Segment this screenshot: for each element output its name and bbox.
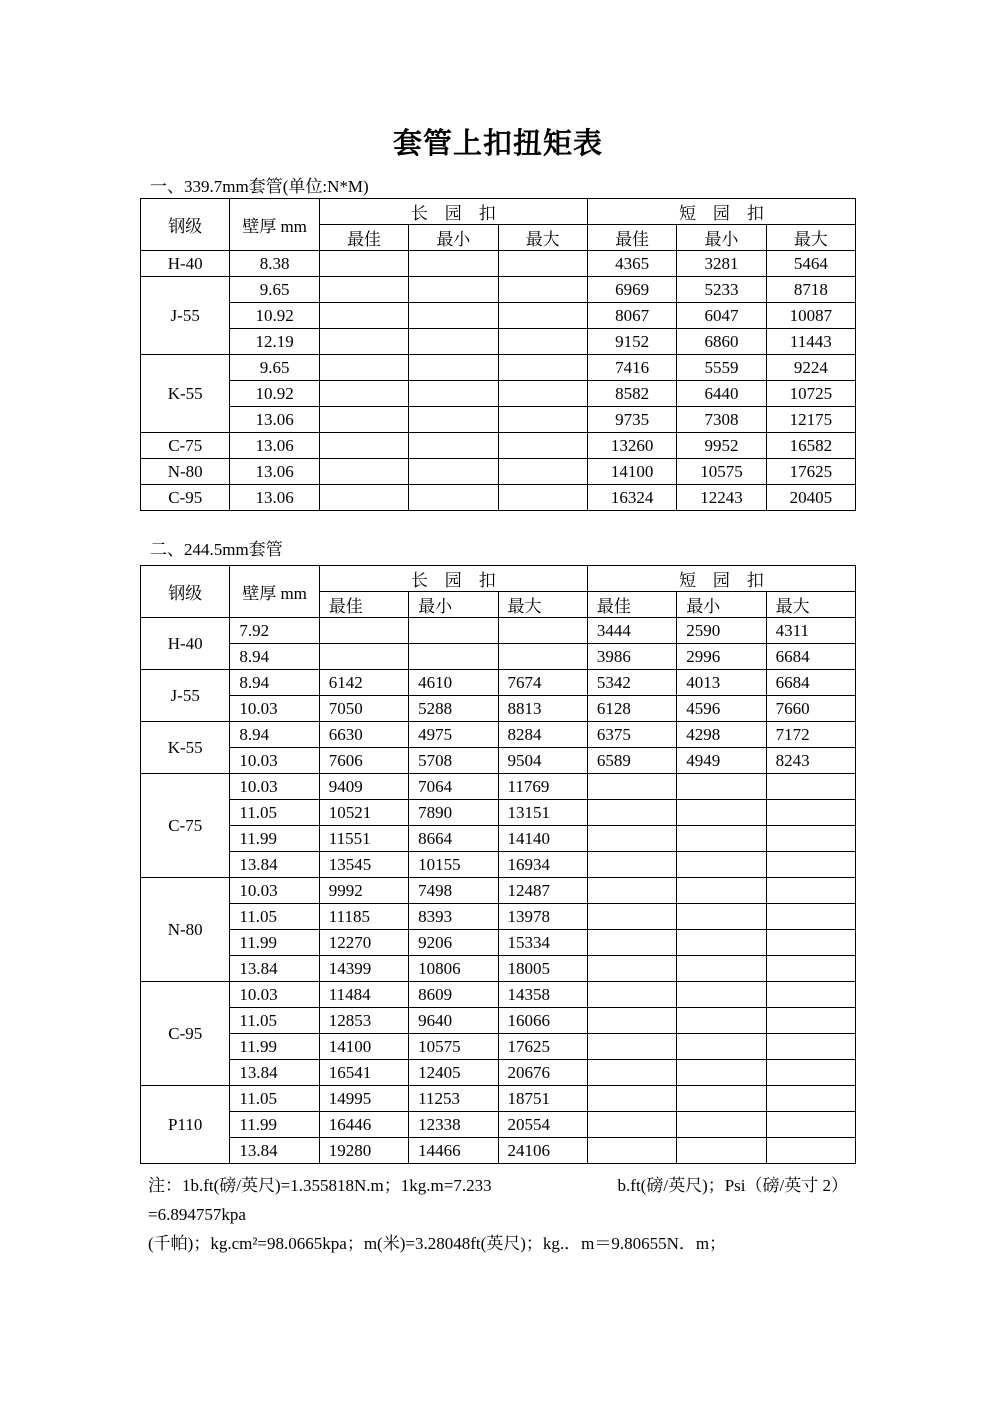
cell-steel-grade: N-80 (141, 878, 230, 982)
cell-long-min: 9640 (409, 1008, 498, 1034)
cell-short-max (766, 956, 855, 982)
col-header-short-min: 最小 (677, 592, 766, 618)
cell-short-best (587, 800, 676, 826)
cell-long-best: 14100 (319, 1034, 408, 1060)
cell-short-min (677, 774, 766, 800)
cell-short-min (677, 930, 766, 956)
cell-short-max (766, 1086, 855, 1112)
cell-long-min: 4975 (409, 722, 498, 748)
cell-steel-grade: C-95 (141, 982, 230, 1086)
section-244-casing (140, 539, 856, 1164)
cell-steel-grade: J-55 (141, 670, 230, 722)
cell-wall-thickness: 13.84 (230, 1138, 319, 1164)
cell-long-max: 8284 (498, 722, 587, 748)
cell-short-max (766, 1060, 855, 1086)
cell-long-min (409, 303, 498, 329)
table-row (141, 381, 856, 407)
cell-short-min (677, 956, 766, 982)
col-header-short-max: 最大 (766, 225, 855, 251)
cell-long-min (409, 618, 498, 644)
cell-short-best (587, 1112, 676, 1138)
cell-short-min: 4596 (677, 696, 766, 722)
table-row (141, 329, 856, 355)
cell-long-min (409, 407, 498, 433)
cell-short-max: 6684 (766, 644, 855, 670)
cell-long-max: 14140 (498, 826, 587, 852)
table-row (141, 355, 856, 381)
note-line-2: =6.894757kpa (148, 1205, 246, 1224)
cell-long-max (498, 644, 587, 670)
cell-long-best (319, 407, 408, 433)
col-header-wall-thickness: 壁厚 mm (230, 199, 319, 251)
cell-long-max: 16066 (498, 1008, 587, 1034)
table-row (141, 1034, 856, 1060)
col-header-short-best: 最佳 (587, 225, 676, 251)
col-header-long-min: 最小 (409, 225, 498, 251)
cell-long-min (409, 459, 498, 485)
col-header-long-best: 最佳 (319, 225, 408, 251)
cell-short-min: 6440 (677, 381, 766, 407)
cell-short-min: 4298 (677, 722, 766, 748)
cell-short-best: 4365 (587, 251, 676, 277)
cell-long-best (319, 251, 408, 277)
cell-short-min (677, 1086, 766, 1112)
cell-short-min: 6047 (677, 303, 766, 329)
cell-wall-thickness: 10.03 (230, 982, 319, 1008)
cell-short-min (677, 1112, 766, 1138)
cell-long-min: 12405 (409, 1060, 498, 1086)
cell-short-min (677, 1008, 766, 1034)
cell-wall-thickness: 11.99 (230, 826, 319, 852)
cell-short-best: 9152 (587, 329, 676, 355)
cell-short-best: 8067 (587, 303, 676, 329)
col-header-long-min: 最小 (409, 592, 498, 618)
cell-short-best: 3986 (587, 644, 676, 670)
cell-long-max: 14358 (498, 982, 587, 1008)
cell-long-min (409, 381, 498, 407)
cell-long-max (498, 433, 587, 459)
col-header-steel-grade: 钢级 (141, 199, 230, 251)
table-row (141, 1138, 856, 1164)
col-header-wall-thickness: 壁厚 mm (230, 566, 319, 618)
cell-short-best (587, 956, 676, 982)
table-row (141, 303, 856, 329)
cell-long-max (498, 485, 587, 511)
cell-wall-thickness: 8.94 (230, 722, 319, 748)
cell-short-min: 5233 (677, 277, 766, 303)
cell-short-max: 10725 (766, 381, 855, 407)
table-row (141, 878, 856, 904)
cell-long-best: 12270 (319, 930, 408, 956)
cell-steel-grade: C-95 (141, 485, 230, 511)
cell-short-best (587, 1008, 676, 1034)
col-header-short-max: 最大 (766, 592, 855, 618)
section-244-heading: 二、244.5mm套管 (150, 540, 283, 559)
cell-long-max (498, 459, 587, 485)
cell-long-min: 10155 (409, 852, 498, 878)
cell-long-best: 12853 (319, 1008, 408, 1034)
cell-short-min: 2590 (677, 618, 766, 644)
cell-steel-grade: C-75 (141, 433, 230, 459)
cell-short-max: 20405 (766, 485, 855, 511)
cell-long-max: 20676 (498, 1060, 587, 1086)
cell-wall-thickness: 13.06 (230, 459, 319, 485)
cell-long-best: 14995 (319, 1086, 408, 1112)
cell-long-min: 12338 (409, 1112, 498, 1138)
cell-short-max: 7172 (766, 722, 855, 748)
cell-short-max: 9224 (766, 355, 855, 381)
cell-short-best: 6589 (587, 748, 676, 774)
cell-long-max: 12487 (498, 878, 587, 904)
cell-short-min (677, 982, 766, 1008)
cell-long-min (409, 251, 498, 277)
cell-wall-thickness: 11.99 (230, 1112, 319, 1138)
cell-long-best (319, 433, 408, 459)
col-header-short-round-thread: 短 园 扣 (587, 199, 855, 225)
cell-long-max (498, 251, 587, 277)
cell-long-best (319, 618, 408, 644)
col-header-short-min: 最小 (677, 225, 766, 251)
col-header-long-max: 最大 (498, 225, 587, 251)
cell-short-max (766, 1034, 855, 1060)
cell-long-min: 10575 (409, 1034, 498, 1060)
cell-steel-grade: C-75 (141, 774, 230, 878)
table-row (141, 407, 856, 433)
cell-short-max (766, 878, 855, 904)
cell-short-best: 8582 (587, 381, 676, 407)
cell-long-min: 8393 (409, 904, 498, 930)
table-row (141, 251, 856, 277)
cell-steel-grade: K-55 (141, 355, 230, 433)
table-row (141, 930, 856, 956)
note-line-1-right: b.ft(磅/英尺)；Psi（磅/英寸 2） (617, 1176, 848, 1195)
section-339-casing (140, 176, 856, 511)
cell-short-min: 9952 (677, 433, 766, 459)
cell-wall-thickness: 10.03 (230, 774, 319, 800)
cell-long-max: 20554 (498, 1112, 587, 1138)
cell-short-min (677, 878, 766, 904)
cell-short-min (677, 904, 766, 930)
table-row (141, 1008, 856, 1034)
cell-wall-thickness: 11.99 (230, 1034, 319, 1060)
cell-long-best: 9409 (319, 774, 408, 800)
table-row (141, 433, 856, 459)
cell-steel-grade: J-55 (141, 277, 230, 355)
cell-short-max (766, 800, 855, 826)
cell-long-best: 19280 (319, 1138, 408, 1164)
cell-short-max: 12175 (766, 407, 855, 433)
cell-wall-thickness: 11.05 (230, 1086, 319, 1112)
cell-wall-thickness: 13.06 (230, 407, 319, 433)
cell-long-min: 14466 (409, 1138, 498, 1164)
cell-long-max (498, 381, 587, 407)
cell-long-min: 8664 (409, 826, 498, 852)
cell-short-best (587, 904, 676, 930)
cell-short-best: 6969 (587, 277, 676, 303)
cell-short-max: 16582 (766, 433, 855, 459)
cell-long-max (498, 329, 587, 355)
cell-long-max (498, 303, 587, 329)
cell-long-min (409, 277, 498, 303)
cell-long-best: 11484 (319, 982, 408, 1008)
cell-short-best (587, 1086, 676, 1112)
table-row (141, 982, 856, 1008)
cell-short-max (766, 826, 855, 852)
table-row (141, 485, 856, 511)
cell-long-max: 9504 (498, 748, 587, 774)
cell-short-best (587, 1034, 676, 1060)
cell-long-min (409, 485, 498, 511)
cell-short-max (766, 1138, 855, 1164)
cell-short-max (766, 1112, 855, 1138)
cell-short-max: 7660 (766, 696, 855, 722)
cell-long-max (498, 407, 587, 433)
cell-long-best (319, 459, 408, 485)
cell-long-max: 18005 (498, 956, 587, 982)
cell-short-best: 7416 (587, 355, 676, 381)
cell-short-best: 9735 (587, 407, 676, 433)
table-row (141, 670, 856, 696)
cell-wall-thickness: 10.92 (230, 381, 319, 407)
table-row (141, 459, 856, 485)
cell-wall-thickness: 11.99 (230, 930, 319, 956)
cell-long-max: 16934 (498, 852, 587, 878)
cell-long-min (409, 644, 498, 670)
cell-long-best: 9992 (319, 878, 408, 904)
table-row (141, 852, 856, 878)
cell-wall-thickness: 12.19 (230, 329, 319, 355)
cell-short-best: 3444 (587, 618, 676, 644)
cell-long-min (409, 329, 498, 355)
table-row (141, 800, 856, 826)
cell-long-min: 4610 (409, 670, 498, 696)
cell-long-max (498, 618, 587, 644)
cell-wall-thickness: 11.05 (230, 800, 319, 826)
cell-short-max: 10087 (766, 303, 855, 329)
document-title: 套管上扣扭矩表 (392, 128, 603, 160)
note-line-1-left: 注：1b.ft(磅/英尺)=1.355818N.m；1kg.m=7.233 (148, 1176, 492, 1195)
cell-short-min: 5559 (677, 355, 766, 381)
cell-short-min: 6860 (677, 329, 766, 355)
section-339-heading: 一、339.7mm套管(单位:N*M) (150, 177, 369, 196)
cell-steel-grade: P110 (141, 1086, 230, 1164)
cell-short-max: 4311 (766, 618, 855, 644)
cell-short-min: 7308 (677, 407, 766, 433)
cell-short-min (677, 1034, 766, 1060)
cell-long-best: 13545 (319, 852, 408, 878)
cell-long-max: 18751 (498, 1086, 587, 1112)
cell-short-min (677, 1138, 766, 1164)
cell-short-max (766, 852, 855, 878)
cell-short-min: 4949 (677, 748, 766, 774)
cell-short-best (587, 774, 676, 800)
table-row (141, 722, 856, 748)
cell-long-min: 7064 (409, 774, 498, 800)
cell-long-max (498, 355, 587, 381)
cell-long-min (409, 433, 498, 459)
cell-long-best: 16446 (319, 1112, 408, 1138)
col-header-long-round-thread: 长 园 扣 (319, 199, 587, 225)
cell-long-best: 10521 (319, 800, 408, 826)
cell-long-min: 9206 (409, 930, 498, 956)
col-header-steel-grade: 钢级 (141, 566, 230, 618)
cell-short-max: 5464 (766, 251, 855, 277)
cell-short-best (587, 826, 676, 852)
col-header-short-round-thread: 短 园 扣 (587, 566, 855, 592)
cell-short-max (766, 904, 855, 930)
cell-short-min: 10575 (677, 459, 766, 485)
cell-short-best (587, 1060, 676, 1086)
cell-short-min: 12243 (677, 485, 766, 511)
header-row-groups (141, 566, 856, 592)
cell-long-best: 16541 (319, 1060, 408, 1086)
cell-long-max: 11769 (498, 774, 587, 800)
cell-wall-thickness: 10.03 (230, 878, 319, 904)
cell-short-min (677, 852, 766, 878)
table-row (141, 1060, 856, 1086)
col-header-long-best: 最佳 (319, 592, 408, 618)
cell-steel-grade: N-80 (141, 459, 230, 485)
cell-short-best (587, 1138, 676, 1164)
cell-short-best: 5342 (587, 670, 676, 696)
footnotes (140, 1171, 848, 1258)
cell-short-max: 17625 (766, 459, 855, 485)
table-row (141, 774, 856, 800)
cell-long-max: 13978 (498, 904, 587, 930)
col-header-short-best: 最佳 (587, 592, 676, 618)
cell-long-best (319, 485, 408, 511)
cell-short-min (677, 1060, 766, 1086)
cell-long-min: 7498 (409, 878, 498, 904)
cell-long-max: 15334 (498, 930, 587, 956)
cell-long-min: 5288 (409, 696, 498, 722)
cell-short-max (766, 930, 855, 956)
cell-long-max: 17625 (498, 1034, 587, 1060)
cell-long-max: 24106 (498, 1138, 587, 1164)
cell-long-min: 7890 (409, 800, 498, 826)
cell-long-best: 11185 (319, 904, 408, 930)
cell-long-best (319, 381, 408, 407)
cell-short-max (766, 982, 855, 1008)
cell-long-min: 10806 (409, 956, 498, 982)
table-row (141, 748, 856, 774)
cell-short-best (587, 930, 676, 956)
cell-long-max: 8813 (498, 696, 587, 722)
cell-short-min: 3281 (677, 251, 766, 277)
table-row (141, 618, 856, 644)
cell-long-min: 5708 (409, 748, 498, 774)
cell-wall-thickness: 10.92 (230, 303, 319, 329)
cell-long-max (498, 277, 587, 303)
cell-wall-thickness: 8.94 (230, 670, 319, 696)
col-header-long-round-thread: 长 园 扣 (319, 566, 587, 592)
table-row (141, 277, 856, 303)
cell-wall-thickness: 10.03 (230, 696, 319, 722)
cell-long-best: 11551 (319, 826, 408, 852)
cell-wall-thickness: 7.92 (230, 618, 319, 644)
cell-short-max: 8243 (766, 748, 855, 774)
cell-wall-thickness: 11.05 (230, 904, 319, 930)
cell-wall-thickness: 9.65 (230, 277, 319, 303)
cell-long-best: 7050 (319, 696, 408, 722)
cell-short-best (587, 852, 676, 878)
table-row (141, 826, 856, 852)
cell-wall-thickness: 13.06 (230, 433, 319, 459)
cell-short-best: 6375 (587, 722, 676, 748)
cell-short-min: 2996 (677, 644, 766, 670)
table-row (141, 1112, 856, 1138)
cell-long-best (319, 303, 408, 329)
cell-short-best: 14100 (587, 459, 676, 485)
cell-short-best: 16324 (587, 485, 676, 511)
cell-short-best (587, 878, 676, 904)
cell-long-best: 7606 (319, 748, 408, 774)
table-row (141, 956, 856, 982)
cell-short-max: 11443 (766, 329, 855, 355)
cell-long-best (319, 329, 408, 355)
cell-wall-thickness: 13.84 (230, 852, 319, 878)
cell-long-best: 6630 (319, 722, 408, 748)
cell-short-min: 4013 (677, 670, 766, 696)
header-row-groups (141, 199, 856, 225)
cell-wall-thickness: 11.05 (230, 1008, 319, 1034)
cell-short-best: 13260 (587, 433, 676, 459)
cell-short-min (677, 800, 766, 826)
note-line-1 (148, 1171, 848, 1200)
cell-steel-grade: H-40 (141, 251, 230, 277)
cell-long-min: 8609 (409, 982, 498, 1008)
cell-short-min (677, 826, 766, 852)
cell-long-best (319, 355, 408, 381)
cell-long-min (409, 355, 498, 381)
cell-short-best (587, 982, 676, 1008)
cell-long-best: 14399 (319, 956, 408, 982)
torque-table-244 (140, 565, 856, 1164)
cell-wall-thickness: 13.84 (230, 1060, 319, 1086)
cell-wall-thickness: 8.94 (230, 644, 319, 670)
cell-long-max: 13151 (498, 800, 587, 826)
table-row (141, 1086, 856, 1112)
cell-long-best (319, 277, 408, 303)
col-header-long-max: 最大 (498, 592, 587, 618)
table-row (141, 904, 856, 930)
cell-wall-thickness: 10.03 (230, 748, 319, 774)
cell-long-max: 7674 (498, 670, 587, 696)
cell-short-max (766, 774, 855, 800)
cell-short-max: 8718 (766, 277, 855, 303)
table-row (141, 644, 856, 670)
cell-wall-thickness: 13.06 (230, 485, 319, 511)
torque-table-339 (140, 198, 856, 511)
cell-wall-thickness: 8.38 (230, 251, 319, 277)
cell-short-max: 6684 (766, 670, 855, 696)
cell-long-min: 11253 (409, 1086, 498, 1112)
cell-short-best: 6128 (587, 696, 676, 722)
cell-steel-grade: K-55 (141, 722, 230, 774)
cell-wall-thickness: 9.65 (230, 355, 319, 381)
cell-steel-grade: H-40 (141, 618, 230, 670)
table-row (141, 696, 856, 722)
cell-short-max (766, 1008, 855, 1034)
note-line-3: (千帕)；kg.cm²=98.0665kpa；m(米)=3.28048ft(英尺)；kg.．m＝9.80655N．m； (148, 1234, 727, 1253)
cell-wall-thickness: 13.84 (230, 956, 319, 982)
cell-long-best: 6142 (319, 670, 408, 696)
cell-long-best (319, 644, 408, 670)
